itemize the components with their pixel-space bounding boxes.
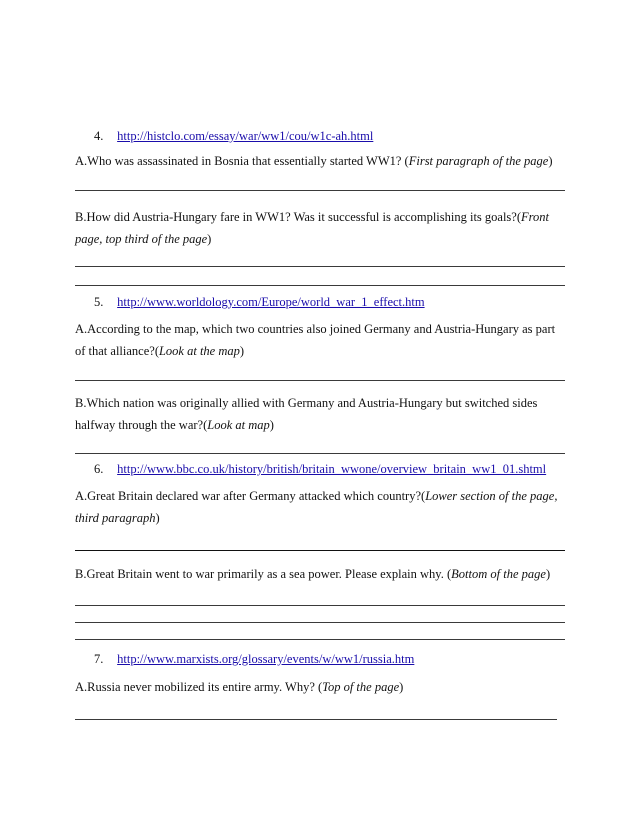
question-tail: ) [269,418,274,432]
question-hint: Bottom of the page [451,567,546,581]
list-item-5 [94,295,425,310]
answer-line[interactable] [75,622,565,623]
question-tail: ) [155,511,160,525]
question-hint: First paragraph of the page [408,154,549,168]
question-tail: ) [545,567,551,581]
answer-rule[interactable] [75,550,565,551]
link-marxists[interactable]: http://www.marxists.org/glossary/events/w/ww1/russia.htm [117,652,415,666]
answer-line[interactable] [75,266,565,267]
question-hint: Front page, top third of the page [75,210,550,246]
link-histclo[interactable]: http://histclo.com/essay/war/ww1/cou/w1c-ah.html [117,129,374,143]
question-hint: Top of the page [322,680,400,694]
link-bbc[interactable]: http://www.bbc.co.uk/history/british/britain_wwone/overview_britain_ww1_01.shtml [117,462,547,476]
list-item-6 [94,462,546,477]
question-tail: ) [239,344,245,358]
item-number: 7. [94,652,104,666]
item-number: 5. [94,295,104,309]
question-text: B.Which nation was originally allied with Germany and Austria-Hungary but switched sides halfway through the war?( [75,396,538,432]
item-number: 4. [94,129,104,143]
link-worldology[interactable]: http://www.worldology.com/Europe/world_war_1_effect.htm [117,295,425,309]
question-4b [75,206,567,250]
question-5b [75,392,567,436]
answer-line[interactable] [75,719,557,720]
answer-line[interactable] [75,380,565,381]
question-text: B.How did Austria-Hungary fare in WW1? Was it successful is accomplishing its goals?( [75,210,522,224]
question-text: B.Great Britain went to war primarily as a sea power. Please explain why. ( [75,567,452,581]
question-7a [75,676,567,698]
question-tail: ) [207,232,212,246]
list-item-7 [94,652,414,667]
question-tail: ) [399,680,404,694]
question-text: A.Who was assassinated in Bosnia that essentially started WW1? ( [75,154,409,168]
answer-line[interactable] [75,639,565,640]
question-hint: Look at the map [158,344,240,358]
question-4a [75,150,567,172]
question-tail: ) [548,154,553,168]
question-hint: Look at map [207,418,270,432]
answer-line[interactable] [75,605,565,606]
list-item-4 [94,129,373,144]
item-number: 6. [94,462,104,476]
question-text: A.According to the map, which two countries also joined Germany and Austria-Hungary as part of that alliance?( [75,322,556,358]
question-6a [75,485,567,529]
question-text: A.Russia never mobilized its entire army. Why? ( [75,680,323,694]
question-6b [75,563,567,585]
question-text: A.Great Britain declared war after Germany attacked which country?( [75,489,426,503]
answer-line[interactable] [75,190,565,191]
question-hint: Lower section of the page, third paragraph [75,489,558,525]
question-5a [75,318,567,362]
answer-line[interactable] [75,285,565,286]
answer-line[interactable] [75,453,565,454]
